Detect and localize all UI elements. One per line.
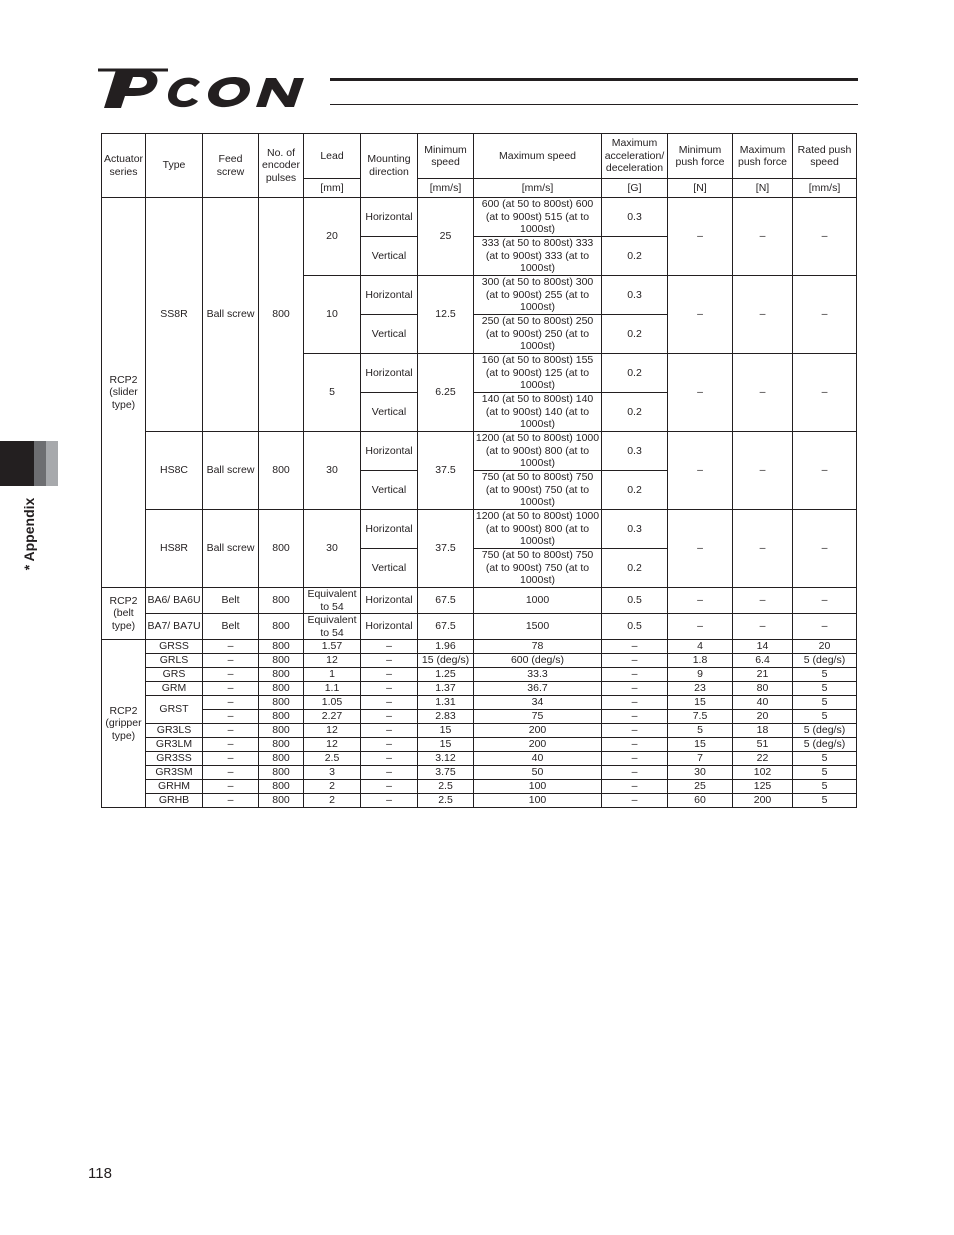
accel-cell: 0.5 — [602, 588, 668, 614]
type-cell: BA6/ BA6U — [146, 588, 203, 614]
direction-cell: – — [361, 668, 418, 682]
pulses-cell: 800 — [259, 682, 304, 696]
min-speed-cell: 6.25 — [418, 354, 474, 432]
pcon-logo — [96, 64, 332, 110]
min-speed-cell: 15 — [418, 724, 474, 738]
accel-cell: – — [602, 710, 668, 724]
feed-cell: Ball screw — [203, 432, 259, 510]
max-speed-cell: 600 (deg/s) — [474, 654, 602, 668]
max-speed-cell: 36.7 — [474, 682, 602, 696]
accel-cell: 0.2 — [602, 237, 668, 276]
feed-cell: – — [203, 640, 259, 654]
actuator-spec-table — [101, 133, 857, 808]
accel-cell: 0.2 — [602, 549, 668, 588]
lead-cell: 1.05 — [304, 696, 361, 710]
accel-cell: 0.2 — [602, 315, 668, 354]
max-push-cell: – — [733, 198, 793, 276]
max-speed-cell: 40 — [474, 752, 602, 766]
table-row — [102, 640, 857, 654]
table-row — [102, 654, 857, 668]
col-min-speed: Minimum speed — [418, 134, 474, 179]
pcon-logo-mark — [96, 64, 332, 110]
feed-cell: Ball screw — [203, 198, 259, 432]
feed-cell: – — [203, 724, 259, 738]
max-speed-cell: 100 — [474, 794, 602, 808]
series-cell: RCP2 (gripper type) — [102, 640, 146, 808]
min-speed-cell: 37.5 — [418, 432, 474, 510]
lead-cell: Equivalent to 54 — [304, 614, 361, 640]
direction-cell: – — [361, 682, 418, 696]
direction-cell: Horizontal — [361, 614, 418, 640]
lead-cell: 5 — [304, 354, 361, 432]
min-push-cell: 60 — [668, 794, 733, 808]
direction-cell: Vertical — [361, 237, 418, 276]
type-cell: GR3LM — [146, 738, 203, 752]
page-number: 118 — [88, 1165, 112, 1182]
min-push-cell: 9 — [668, 668, 733, 682]
rated-push-speed-cell: 5 — [793, 696, 857, 710]
accel-cell: 0.2 — [602, 471, 668, 510]
max-push-cell: 125 — [733, 780, 793, 794]
type-cell: GRSS — [146, 640, 203, 654]
max-speed-cell: 100 — [474, 780, 602, 794]
max-push-cell: 200 — [733, 794, 793, 808]
lead-cell: 20 — [304, 198, 361, 276]
pulses-cell: 800 — [259, 432, 304, 510]
header-rule-thin — [330, 104, 858, 105]
direction-cell: – — [361, 654, 418, 668]
max-speed-cell: 333 (at 50 to 800st) 333 (at to 900st) 333 (at to 1000st) — [474, 237, 602, 276]
direction-cell: Horizontal — [361, 432, 418, 471]
type-cell: GRS — [146, 668, 203, 682]
max-push-cell: 80 — [733, 682, 793, 696]
appendix-tab-marker — [0, 441, 58, 486]
max-speed-cell: 33.3 — [474, 668, 602, 682]
lead-cell: 3 — [304, 766, 361, 780]
min-speed-cell: 12.5 — [418, 276, 474, 354]
rated-push-speed-cell: – — [793, 354, 857, 432]
type-cell: HS8C — [146, 432, 203, 510]
max-speed-cell: 1200 (at 50 to 800st) 1000 (at to 900st) 800 (at to 1000st) — [474, 510, 602, 549]
lead-cell: 2.27 — [304, 710, 361, 724]
max-push-cell: – — [733, 276, 793, 354]
direction-cell: – — [361, 640, 418, 654]
table-row — [102, 682, 857, 696]
lead-cell: 30 — [304, 510, 361, 588]
rated-push-speed-cell: 5 — [793, 766, 857, 780]
unit-lead: [mm] — [304, 179, 361, 198]
accel-cell: – — [602, 724, 668, 738]
max-speed-cell: 750 (at 50 to 800st) 750 (at to 900st) 750 (at to 1000st) — [474, 549, 602, 588]
min-push-cell: 15 — [668, 696, 733, 710]
accel-cell: 0.3 — [602, 510, 668, 549]
min-speed-cell: 2.83 — [418, 710, 474, 724]
max-speed-cell: 160 (at 50 to 800st) 155 (at to 900st) 125 (at to 1000st) — [474, 354, 602, 393]
min-speed-cell: 1.37 — [418, 682, 474, 696]
accel-cell: – — [602, 738, 668, 752]
accel-cell: – — [602, 780, 668, 794]
direction-cell: Horizontal — [361, 588, 418, 614]
type-cell: GR3SM — [146, 766, 203, 780]
min-push-cell: – — [668, 588, 733, 614]
lead-cell: 12 — [304, 654, 361, 668]
accel-cell: 0.3 — [602, 432, 668, 471]
col-min-push: Minimum push force — [668, 134, 733, 179]
direction-cell: – — [361, 752, 418, 766]
max-speed-cell: 300 (at 50 to 800st) 300 (at to 900st) 255 (at to 1000st) — [474, 276, 602, 315]
min-speed-cell: 67.5 — [418, 588, 474, 614]
max-speed-cell: 75 — [474, 710, 602, 724]
rated-push-speed-cell: – — [793, 432, 857, 510]
direction-cell: Vertical — [361, 315, 418, 354]
max-speed-cell: 1200 (at 50 to 800st) 1000 (at to 900st) 800 (at to 1000st) — [474, 432, 602, 471]
rated-push-speed-cell: 20 — [793, 640, 857, 654]
rated-push-speed-cell: 5 (deg/s) — [793, 654, 857, 668]
max-push-cell: – — [733, 510, 793, 588]
direction-cell: Horizontal — [361, 276, 418, 315]
pulses-cell: 800 — [259, 614, 304, 640]
accel-cell: 0.2 — [602, 354, 668, 393]
table-row — [102, 724, 857, 738]
rated-push-speed-cell: 5 — [793, 780, 857, 794]
rated-push-speed-cell: 5 — [793, 668, 857, 682]
type-cell: GRLS — [146, 654, 203, 668]
feed-cell: Ball screw — [203, 510, 259, 588]
min-speed-cell: 2.5 — [418, 794, 474, 808]
pulses-cell: 800 — [259, 640, 304, 654]
lead-cell: Equivalent to 54 — [304, 588, 361, 614]
rated-push-speed-cell: 5 — [793, 710, 857, 724]
col-type: Type — [146, 134, 203, 198]
max-speed-cell: 50 — [474, 766, 602, 780]
accel-cell: – — [602, 696, 668, 710]
min-push-cell: 5 — [668, 724, 733, 738]
max-push-cell: 20 — [733, 710, 793, 724]
lead-cell: 1 — [304, 668, 361, 682]
type-cell: GR3LS — [146, 724, 203, 738]
feed-cell: – — [203, 738, 259, 752]
unit-min-speed: [mm/s] — [418, 179, 474, 198]
max-push-cell: 21 — [733, 668, 793, 682]
accel-cell: – — [602, 640, 668, 654]
min-speed-cell: 3.75 — [418, 766, 474, 780]
max-push-cell: – — [733, 588, 793, 614]
table-row — [102, 794, 857, 808]
max-speed-cell: 1500 — [474, 614, 602, 640]
min-speed-cell: 37.5 — [418, 510, 474, 588]
min-push-cell: 7 — [668, 752, 733, 766]
col-lead: Lead — [304, 134, 361, 179]
max-push-cell: – — [733, 432, 793, 510]
feed-cell: – — [203, 682, 259, 696]
lead-cell: 10 — [304, 276, 361, 354]
max-push-cell: 18 — [733, 724, 793, 738]
min-speed-cell: 15 (deg/s) — [418, 654, 474, 668]
table-row — [102, 752, 857, 766]
pulses-cell: 800 — [259, 724, 304, 738]
max-push-cell: – — [733, 614, 793, 640]
max-speed-cell: 140 (at 50 to 800st) 140 (at to 900st) 140 (at to 1000st) — [474, 393, 602, 432]
rated-push-speed-cell: – — [793, 276, 857, 354]
min-push-cell: – — [668, 510, 733, 588]
min-speed-cell: 2.5 — [418, 780, 474, 794]
table-row — [102, 738, 857, 752]
pulses-cell: 800 — [259, 738, 304, 752]
max-push-cell: 40 — [733, 696, 793, 710]
unit-rated-push-speed: [mm/s] — [793, 179, 857, 198]
lead-cell: 1.1 — [304, 682, 361, 696]
feed-cell: Belt — [203, 588, 259, 614]
direction-cell: Vertical — [361, 549, 418, 588]
col-encoder-pulses: No. of encoder pulses — [259, 134, 304, 198]
rated-push-speed-cell: 5 — [793, 794, 857, 808]
table-row — [102, 668, 857, 682]
min-speed-cell: 15 — [418, 738, 474, 752]
pulses-cell: 800 — [259, 780, 304, 794]
feed-cell: – — [203, 794, 259, 808]
direction-cell: – — [361, 794, 418, 808]
series-cell: RCP2 (slider type) — [102, 198, 146, 588]
pulses-cell: 800 — [259, 198, 304, 432]
min-push-cell: – — [668, 614, 733, 640]
type-cell: SS8R — [146, 198, 203, 432]
rated-push-speed-cell: 5 — [793, 682, 857, 696]
max-speed-cell: 1000 — [474, 588, 602, 614]
col-actuator-series: Actuator series — [102, 134, 146, 198]
pulses-cell: 800 — [259, 752, 304, 766]
table-row — [102, 432, 857, 471]
type-cell: GRHM — [146, 780, 203, 794]
accel-cell: – — [602, 654, 668, 668]
feed-cell: Belt — [203, 614, 259, 640]
pulses-cell: 800 — [259, 766, 304, 780]
feed-cell: – — [203, 654, 259, 668]
min-speed-cell: 67.5 — [418, 614, 474, 640]
pulses-cell: 800 — [259, 588, 304, 614]
direction-cell: Horizontal — [361, 198, 418, 237]
direction-cell: – — [361, 780, 418, 794]
min-speed-cell: 1.96 — [418, 640, 474, 654]
feed-cell: – — [203, 766, 259, 780]
col-rated-push-speed: Rated push speed — [793, 134, 857, 179]
table-row — [102, 710, 857, 724]
table-row — [102, 614, 857, 640]
pulses-cell: 800 — [259, 654, 304, 668]
max-speed-cell: 750 (at 50 to 800st) 750 (at to 900st) 750 (at to 1000st) — [474, 471, 602, 510]
max-push-cell: 22 — [733, 752, 793, 766]
min-push-cell: 4 — [668, 640, 733, 654]
direction-cell: Vertical — [361, 393, 418, 432]
direction-cell: – — [361, 696, 418, 710]
accel-cell: 0.2 — [602, 393, 668, 432]
header-rule-thick — [330, 78, 858, 81]
min-push-cell: – — [668, 198, 733, 276]
accel-cell: – — [602, 682, 668, 696]
direction-cell: Vertical — [361, 471, 418, 510]
table-row — [102, 198, 857, 237]
col-mounting-direction: Mounting direction — [361, 134, 418, 198]
min-speed-cell: 1.25 — [418, 668, 474, 682]
max-speed-cell: 200 — [474, 738, 602, 752]
table-row — [102, 588, 857, 614]
type-cell: HS8R — [146, 510, 203, 588]
rated-push-speed-cell: 5 — [793, 752, 857, 766]
min-speed-cell: 25 — [418, 198, 474, 276]
feed-cell: – — [203, 696, 259, 710]
min-push-cell: 23 — [668, 682, 733, 696]
direction-cell: Horizontal — [361, 510, 418, 549]
appendix-side-label — [18, 494, 40, 574]
pulses-cell: 800 — [259, 696, 304, 710]
max-push-cell: 102 — [733, 766, 793, 780]
type-cell: GRM — [146, 682, 203, 696]
lead-cell: 30 — [304, 432, 361, 510]
type-cell: GR3SS — [146, 752, 203, 766]
direction-cell: Horizontal — [361, 354, 418, 393]
max-push-cell: 14 — [733, 640, 793, 654]
min-push-cell: – — [668, 354, 733, 432]
pulses-cell: 800 — [259, 668, 304, 682]
min-push-cell: 1.8 — [668, 654, 733, 668]
type-cell: BA7/ BA7U — [146, 614, 203, 640]
lead-cell: 2 — [304, 780, 361, 794]
feed-cell: – — [203, 710, 259, 724]
lead-cell: 1.57 — [304, 640, 361, 654]
min-push-cell: 15 — [668, 738, 733, 752]
appendix-label-text: * Appendix — [21, 497, 37, 571]
feed-cell: – — [203, 780, 259, 794]
min-push-cell: – — [668, 276, 733, 354]
max-speed-cell: 600 (at 50 to 800st) 600 (at to 900st) 515 (at to 1000st) — [474, 198, 602, 237]
max-speed-cell: 200 — [474, 724, 602, 738]
table-row — [102, 780, 857, 794]
rated-push-speed-cell: – — [793, 510, 857, 588]
accel-cell: – — [602, 794, 668, 808]
accel-cell: – — [602, 668, 668, 682]
col-max-push: Maximum push force — [733, 134, 793, 179]
min-push-cell: 7.5 — [668, 710, 733, 724]
pulses-cell: 800 — [259, 510, 304, 588]
col-max-accel: Maximum acceleration/ deceleration — [602, 134, 668, 179]
direction-cell: – — [361, 710, 418, 724]
accel-cell: 0.3 — [602, 198, 668, 237]
unit-min-push: [N] — [668, 179, 733, 198]
col-feed-screw: Feed screw — [203, 134, 259, 198]
lead-cell: 2 — [304, 794, 361, 808]
max-speed-cell: 250 (at 50 to 800st) 250 (at to 900st) 250 (at to 1000st) — [474, 315, 602, 354]
min-push-cell: 25 — [668, 780, 733, 794]
series-cell: RCP2 (belt type) — [102, 588, 146, 640]
min-speed-cell: 1.31 — [418, 696, 474, 710]
direction-cell: – — [361, 766, 418, 780]
accel-cell: – — [602, 766, 668, 780]
type-cell: GRST — [146, 696, 203, 724]
max-push-cell: – — [733, 354, 793, 432]
min-push-cell: 30 — [668, 766, 733, 780]
max-speed-cell: 34 — [474, 696, 602, 710]
rated-push-speed-cell: – — [793, 614, 857, 640]
direction-cell: – — [361, 738, 418, 752]
accel-cell: 0.3 — [602, 276, 668, 315]
rated-push-speed-cell: – — [793, 198, 857, 276]
lead-cell: 2.5 — [304, 752, 361, 766]
rated-push-speed-cell: 5 (deg/s) — [793, 724, 857, 738]
lead-cell: 12 — [304, 724, 361, 738]
header-row — [102, 134, 857, 179]
pulses-cell: 800 — [259, 710, 304, 724]
feed-cell: – — [203, 668, 259, 682]
unit-max-accel: [G] — [602, 179, 668, 198]
feed-cell: – — [203, 752, 259, 766]
table-row — [102, 766, 857, 780]
min-speed-cell: 3.12 — [418, 752, 474, 766]
pulses-cell: 800 — [259, 794, 304, 808]
lead-cell: 12 — [304, 738, 361, 752]
accel-cell: 0.5 — [602, 614, 668, 640]
unit-max-speed: [mm/s] — [474, 179, 602, 198]
direction-cell: – — [361, 724, 418, 738]
rated-push-speed-cell: – — [793, 588, 857, 614]
max-push-cell: 51 — [733, 738, 793, 752]
rated-push-speed-cell: 5 (deg/s) — [793, 738, 857, 752]
accel-cell: – — [602, 752, 668, 766]
max-speed-cell: 78 — [474, 640, 602, 654]
unit-max-push: [N] — [733, 179, 793, 198]
table-row — [102, 510, 857, 549]
table-row — [102, 696, 857, 710]
max-push-cell: 6.4 — [733, 654, 793, 668]
col-max-speed: Maximum speed — [474, 134, 602, 179]
min-push-cell: – — [668, 432, 733, 510]
type-cell: GRHB — [146, 794, 203, 808]
